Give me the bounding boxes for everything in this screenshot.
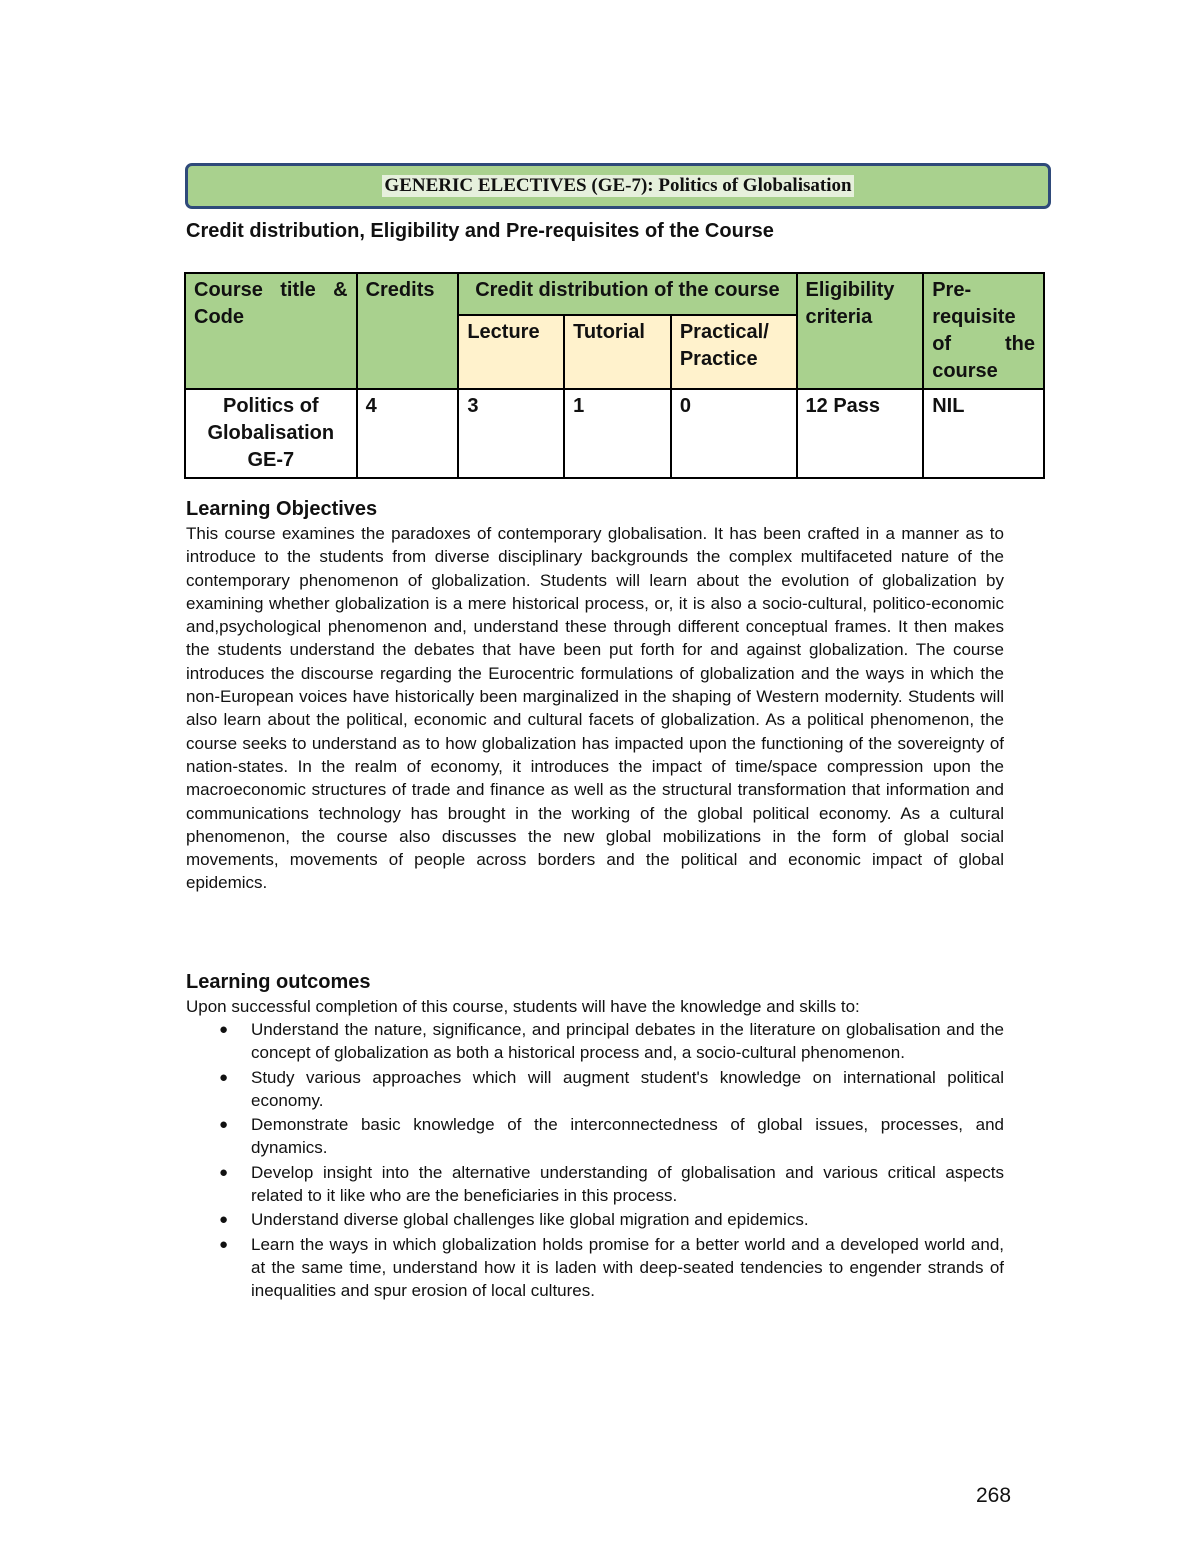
- learning-outcomes-section: [186, 969, 1004, 1303]
- header-course-title: Course title & Code: [185, 273, 357, 389]
- bullet-icon: ●: [219, 1211, 229, 1229]
- bullet-icon: ●: [219, 1163, 229, 1181]
- learning-objectives-heading: Learning Objectives: [186, 498, 378, 520]
- course-code: GE-7: [247, 449, 295, 471]
- bullet-icon: ●: [219, 1068, 229, 1086]
- list-item: ● Demonstrate basic knowledge of the interconnectedness of global issues, processes, and dynamics.: [219, 1115, 1004, 1158]
- credit-distribution-heading: Credit distribution, Eligibility and Pre-requisites of the Course: [186, 220, 774, 242]
- page-number: 268: [976, 1484, 1012, 1507]
- header-tutorial: Tutorial: [564, 315, 671, 389]
- list-item: ● Understand the nature, significance, and principal debates in the literature on globalisation and the concept of globalization as both a historical process and, a socio-cultural phenomenon.: [219, 1020, 1004, 1063]
- list-item: ● Understand diverse global challenges like global migration and epidemics.: [219, 1210, 809, 1230]
- header-lecture: Lecture: [458, 315, 564, 389]
- header-credit-distribution: Credit distribution of the course: [458, 273, 796, 315]
- cell-practical: 0: [671, 389, 797, 478]
- course-title-banner: [185, 163, 1051, 209]
- bullet-icon: ●: [219, 1235, 229, 1253]
- cell-credits: 4: [357, 389, 459, 478]
- cell-lecture: 3: [458, 389, 564, 478]
- cell-eligibility: 12 Pass: [797, 389, 924, 478]
- bullet-icon: ●: [219, 1116, 229, 1134]
- learning-outcomes-intro: Upon successful completion of this course, students will have the knowledge and skills to:: [186, 997, 860, 1016]
- header-eligibility: Eligibility criteria: [797, 273, 924, 389]
- list-item: ● Study various approaches which will augment student's knowledge on international political economy.: [219, 1067, 1004, 1110]
- cell-tutorial: 1: [564, 389, 671, 478]
- learning-outcomes-list: [186, 1018, 1004, 1302]
- list-item: ● Develop insight into the alternative understanding of globalisation and various critical aspects related to it like who are the beneficiaries in this process.: [219, 1162, 1004, 1205]
- list-item: ● Learn the ways in which globalization holds promise for a better world and a developed world and, at the same time, understand how it is laden with deep-seated tendencies to engender strands of inequalities and spur erosion of local cultures.: [219, 1234, 1004, 1300]
- header-prerequisite: Pre-requisite of the course: [923, 273, 1044, 389]
- header-credits: Credits: [357, 273, 459, 389]
- banner-title: GENERIC ELECTIVES (GE-7): Politics of Globalisation: [384, 175, 852, 196]
- cell-course-title: [185, 389, 357, 478]
- course-name-line1: Politics of: [223, 395, 319, 417]
- course-name-line2: Globalisation: [207, 422, 335, 444]
- learning-objectives-text: This course examines the paradoxes of contemporary globalisation. It has been crafted in a manner as to introduce to the students from diverse disciplinary backgrounds the complex multifaceted nature of the contemporary phenomenon of globalization. Students will learn about the evolution of globalization by examining whether globalization is a mere historical process, or, it is also a socio-cultural, politico-economic and,psychological phenomenon and, understand these through different conceptual frames. It then makes the students understand the debates that have been put forth for and against globalization. The course introduces the discourse regarding the Eurocentric formulations of globalization and the ways in which the non-European voices have historically been marginalized in the shaping of Western modernity. Students will also learn about the political, economic and cultural facets of globalization. As a political phenomenon, the course seeks to understand as to how globalization has impacted upon the functioning of the sovereignty of nation-states. In the realm of economy, it introduces the impact of time/space compression upon the macroeconomic structures of trade and finance as well as the structural transformation that information and communications technology has brought in the working of the global political economy. As a cultural phenomenon, the course also discusses the new global mobilizations in the form of global social movements, movements of people across borders and the political and economic impact of global epidemics.: [186, 524, 1004, 893]
- credit-distribution-table: [184, 272, 1045, 479]
- header-practical: Practical/ Practice: [671, 315, 797, 389]
- learning-objectives-section: [186, 496, 1004, 895]
- bullet-icon: ●: [219, 1021, 229, 1039]
- cell-prerequisite: NIL: [923, 389, 1044, 478]
- learning-outcomes-heading: Learning outcomes: [186, 971, 371, 993]
